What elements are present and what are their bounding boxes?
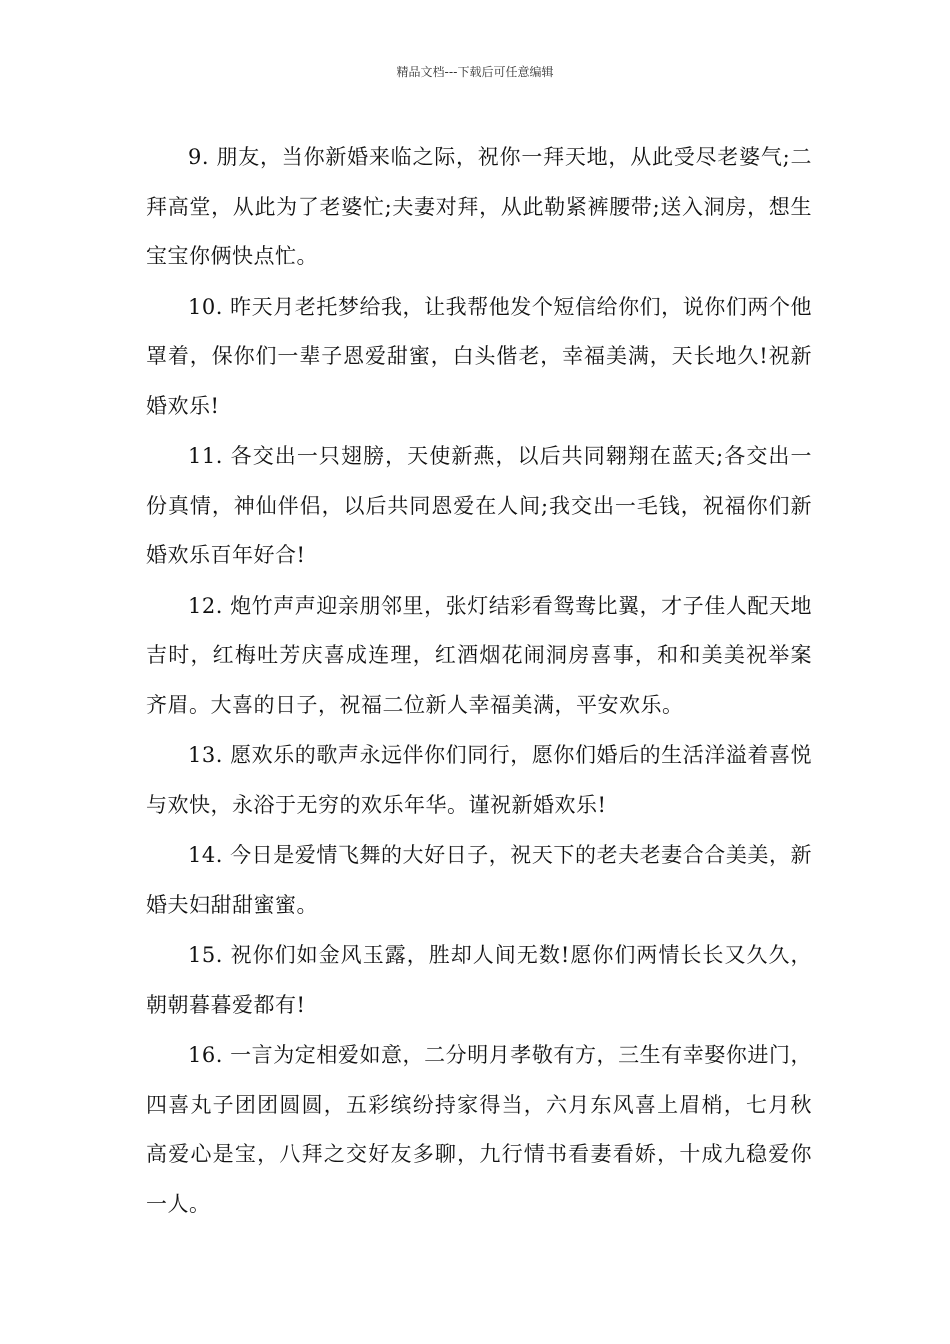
document-body xyxy=(146,133,812,1230)
paragraph-16: 16. 一言为定相爱如意，二分明月孝敬有方，三生有幸娶你进门，四喜丸子团团圆圆，五彩缤纷持家得当，六月东风喜上眉梢，七月秋高爱心是宝，八拜之交好友多聊，九行情书看妻看娇，十成九稳爱你一人。 xyxy=(146,1043,812,1216)
paragraph-12: 12. 炮竹声声迎亲朋邻里，张灯结彩看鸳鸯比翼，才子佳人配天地吉时，红梅吐芳庆喜成连理，红酒烟花闹洞房喜事，和和美美祝举案齐眉。大喜的日子，祝福二位新人幸福美满，平安欢乐。 xyxy=(146,593,812,717)
page-header: 精品文档---下载后可任意编辑 xyxy=(396,65,554,79)
paragraph-11: 11. 各交出一只翅膀，天使新燕，以后共同翱翔在蓝天;各交出一份真情，神仙伴侣，以后共同恩爱在人间;我交出一毛钱，祝福你们新婚欢乐百年好合! xyxy=(146,444,812,567)
paragraph-10: 10. 昨天月老托梦给我，让我帮他发个短信给你们，说你们两个他罩着，保你们一辈子恩爱甜蜜，白头偕老，幸福美满，天长地久!祝新婚欢乐! xyxy=(146,294,812,418)
paragraph-14: 14. 今日是爱情飞舞的大好日子，祝天下的老夫老妻合合美美，新婚夫妇甜甜蜜蜜。 xyxy=(146,843,812,917)
paragraph-13: 13. 愿欢乐的歌声永远伴你们同行，愿你们婚后的生活洋溢着喜悦与欢快，永浴于无穷的欢乐年华。谨祝新婚欢乐! xyxy=(146,743,812,817)
paragraph-9: 9. 朋友，当你新婚来临之际，祝你一拜天地，从此受尽老婆气;二拜高堂，从此为了老婆忙;夫妻对拜，从此勒紧裤腰带;送入洞房，想生宝宝你俩快点忙。 xyxy=(146,145,812,268)
paragraph-15: 15. 祝你们如金风玉露，胜却人间无数!愿你们两情长长又久久，朝朝暮暮爱都有! xyxy=(146,943,812,1017)
